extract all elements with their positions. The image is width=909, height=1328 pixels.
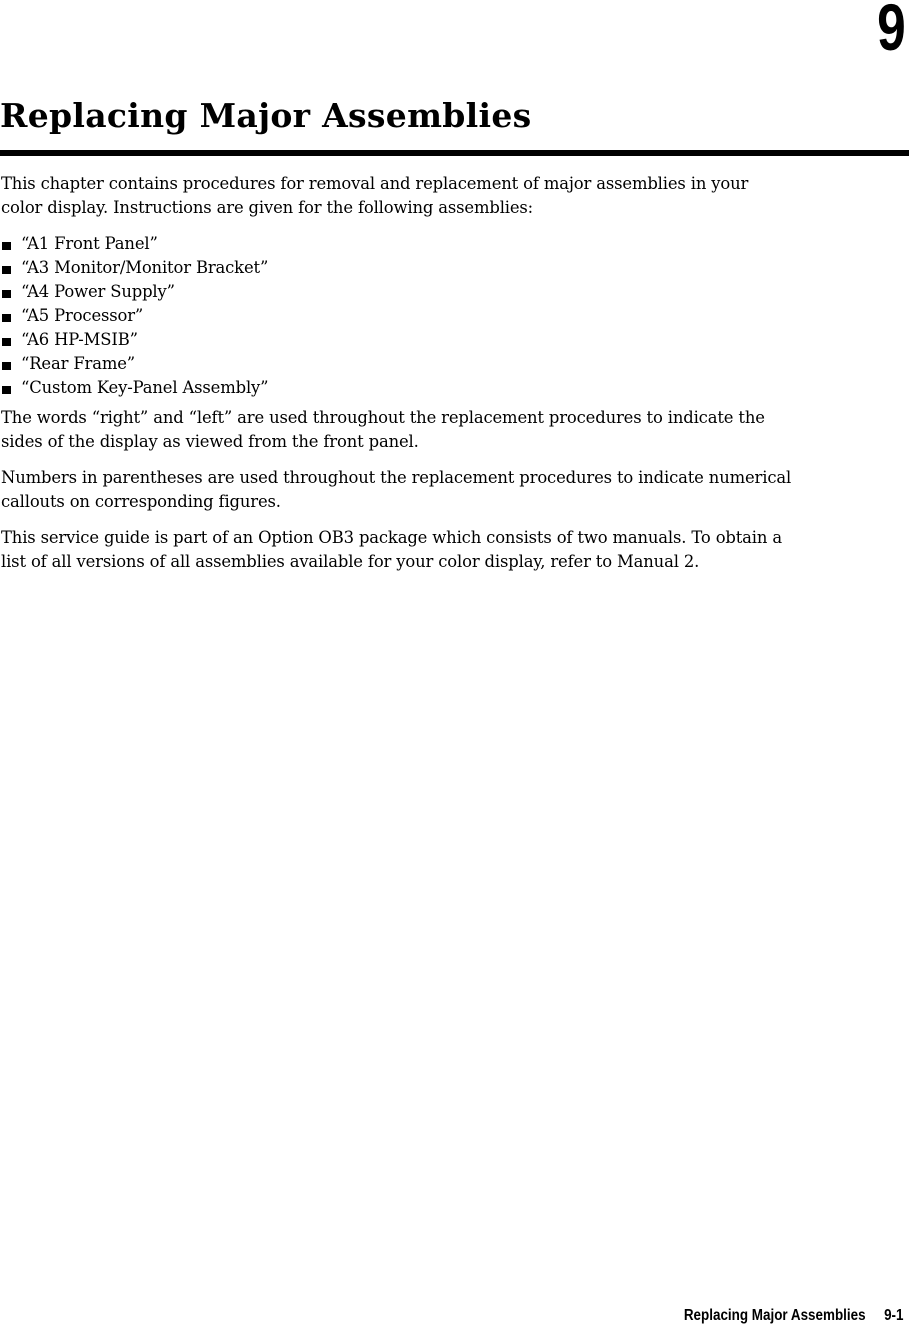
list-item xyxy=(1,304,905,328)
assembly-name: “A3 Monitor/Monitor Bracket” xyxy=(21,258,269,277)
square-bullet-icon xyxy=(2,266,11,274)
title-rule xyxy=(0,150,909,156)
list-item xyxy=(1,232,905,256)
paragraph-line-1: Numbers in parentheses are used throughout the replacement procedures to indicate numerical xyxy=(1,468,792,487)
intro-line-2: color display. Instructions are given for the following assemblies: xyxy=(1,198,534,217)
assembly-name: “A1 Front Panel” xyxy=(21,234,158,253)
square-bullet-icon xyxy=(2,242,11,250)
assembly-list xyxy=(1,232,905,400)
orientation-paragraph xyxy=(1,406,905,454)
square-bullet-icon xyxy=(2,386,11,394)
callouts-paragraph xyxy=(1,466,905,514)
list-item xyxy=(1,376,905,400)
list-item xyxy=(1,256,905,280)
list-item xyxy=(1,328,905,352)
assembly-name: “A4 Power Supply” xyxy=(21,282,175,301)
paragraph-line-1: This service guide is part of an Option OB3 package which consists of two manuals. To obtain a xyxy=(1,528,782,547)
paragraph-line-2: callouts on corresponding figures. xyxy=(1,492,281,511)
assembly-name: “A5 Processor” xyxy=(21,306,144,325)
service-guide-paragraph xyxy=(1,526,905,574)
paragraph-line-1: The words “right” and “left” are used throughout the replacement procedures to indicate the xyxy=(1,408,765,427)
list-item xyxy=(1,280,905,304)
assembly-name: “Custom Key-Panel Assembly” xyxy=(21,378,269,397)
intro-line-1: This chapter contains procedures for removal and replacement of major assemblies in your xyxy=(1,174,749,193)
square-bullet-icon xyxy=(2,290,11,298)
assembly-name: “A6 HP-MSIB” xyxy=(21,330,138,349)
assembly-name: “Rear Frame” xyxy=(21,354,136,373)
chapter-number: 9 xyxy=(877,0,906,64)
chapter-title: Replacing Major Assemblies xyxy=(0,96,532,135)
page-number: 9-1 xyxy=(883,1307,903,1324)
list-item xyxy=(1,352,905,376)
paragraph-line-2: sides of the display as viewed from the front panel. xyxy=(1,432,419,451)
square-bullet-icon xyxy=(2,314,11,322)
paragraph-line-2: list of all versions of all assemblies available for your color display, refer to Manual 2. xyxy=(1,552,700,571)
square-bullet-icon xyxy=(2,362,11,370)
square-bullet-icon xyxy=(2,338,11,346)
page-footer xyxy=(683,1306,903,1326)
footer-section-title: Replacing Major Assemblies xyxy=(683,1307,866,1324)
chapter-body xyxy=(1,172,905,586)
intro-paragraph xyxy=(1,172,905,220)
